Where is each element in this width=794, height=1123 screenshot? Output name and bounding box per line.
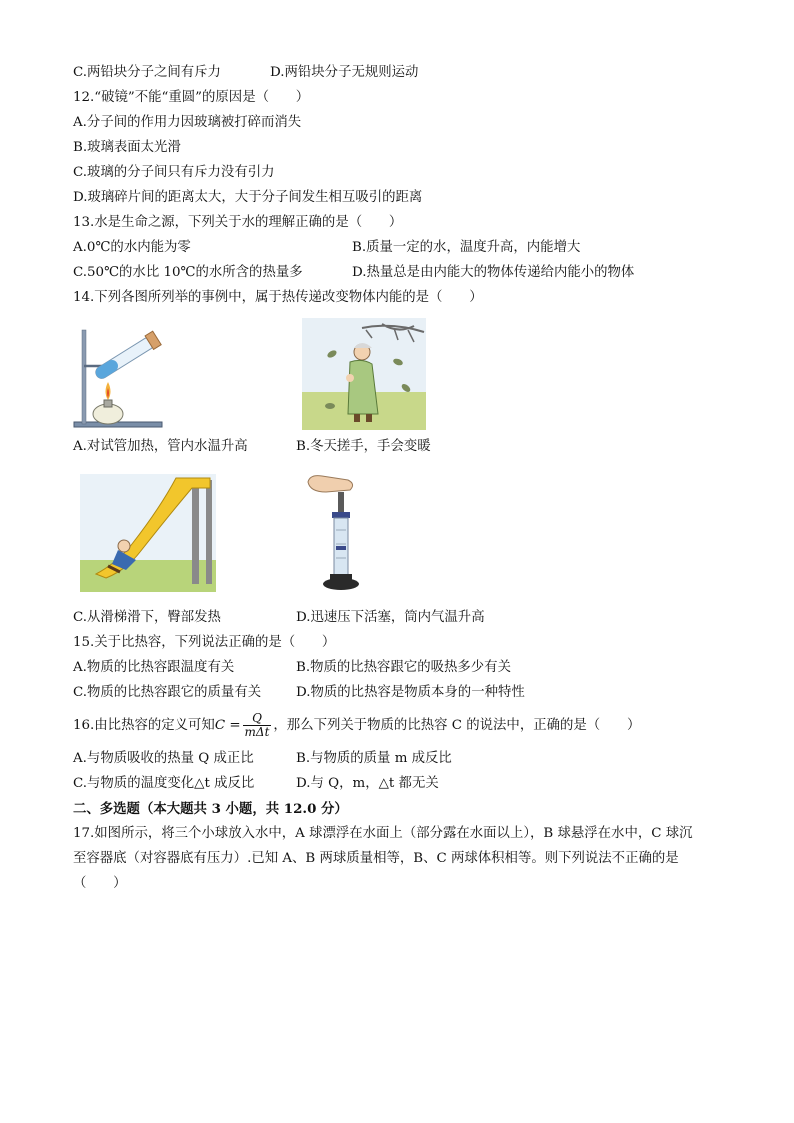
q16-formula-lhs: C =: [214, 718, 241, 733]
q12-option-c: C.玻璃的分子间只有斥力没有引力: [73, 165, 275, 180]
q16-formula-fraction: [243, 712, 272, 739]
q16-stem-suffix: ，那么下列关于物质的比热容 C 的说法中，正确的是（ ）: [273, 718, 641, 733]
q15-option-d: D.物质的比热容是物质本身的一种特性: [296, 685, 525, 700]
windy-day-figure: [302, 318, 426, 430]
q16-option-c: C.与物质的温度变化△t 成反比: [73, 776, 255, 791]
q16-option-a: A.与物质吸收的热量 Q 成正比: [73, 751, 254, 766]
q16-formula-denominator: mΔt: [244, 725, 270, 739]
q15-option-a: A.物质的比热容跟温度有关: [73, 660, 235, 675]
q13-option-c: C.50℃的水比 10℃的水所含的热量多: [73, 265, 303, 280]
section-title: 二、多选题（本大题共 3 小题，共 12.0 分）: [73, 801, 348, 817]
q13-option-b: B.质量一定的水，温度升高，内能增大: [352, 240, 581, 255]
q11-option-c: C.两铅块分子之间有斥力: [73, 65, 221, 80]
q11-option-d: D.两铅块分子无规则运动: [270, 65, 419, 80]
q15-option-b: B.物质的比热容跟它的吸热多少有关: [296, 660, 511, 675]
q14-option-a: A.对试管加热，管内水温升高: [73, 439, 248, 454]
q14-option-c: C.从滑梯滑下，臀部发热: [73, 610, 221, 625]
air-pump-figure: [300, 474, 372, 596]
q16-stem-prefix: 16.由比热容的定义可知: [73, 718, 215, 733]
q12-option-a: A.分子间的作用力因玻璃被打碎而消失: [73, 115, 302, 130]
q17-line-2: 至容器底（对容器底有压力）.已知 A、B 两球质量相等，B、C 两球体积相等。则下列说法不正确的是: [73, 851, 679, 866]
q14-stem: 14.下列各图所列举的事例中，属于热传递改变物体内能的是（ ）: [73, 290, 483, 305]
q12-option-b: B.玻璃表面太光滑: [73, 140, 181, 155]
test-tube-heating-figure: [72, 318, 168, 430]
q16-option-b: B.与物质的质量 m 成反比: [296, 751, 452, 766]
q13-option-a: A.0℃的水内能为零: [73, 240, 191, 255]
q12-option-d: D.玻璃碎片间的距离太大，大于分子间发生相互吸引的距离: [73, 190, 423, 205]
q14-option-b: B.冬天搓手，手会变暖: [296, 439, 431, 454]
q13-option-d: D.热量总是由内能大的物体传递给内能小的物体: [352, 265, 635, 280]
q17-line-3: （ ）: [73, 876, 127, 891]
q13-stem: 13.水是生命之源，下列关于水的理解正确的是（ ）: [73, 215, 403, 230]
q17-line-1: 17.如图所示，将三个小球放入水中，A 球漂浮在水面上（部分露在水面以上），B 球悬浮在水中，C 球沉: [73, 826, 693, 841]
slide-figure: [80, 474, 216, 592]
q16-option-d: D.与 Q，m，△t 都无关: [296, 776, 439, 791]
q15-stem: 15.关于比热容，下列说法正确的是（ ）: [73, 635, 336, 650]
q14-option-d: D.迅速压下活塞，筒内气温升高: [296, 610, 485, 625]
q16-formula-numerator: Q: [243, 712, 272, 726]
q12-stem: 12.“破镜”不能“重圆”的原因是（ ）: [73, 90, 310, 105]
q15-option-c: C.物质的比热容跟它的质量有关: [73, 685, 262, 700]
q16-stem: [73, 709, 640, 743]
